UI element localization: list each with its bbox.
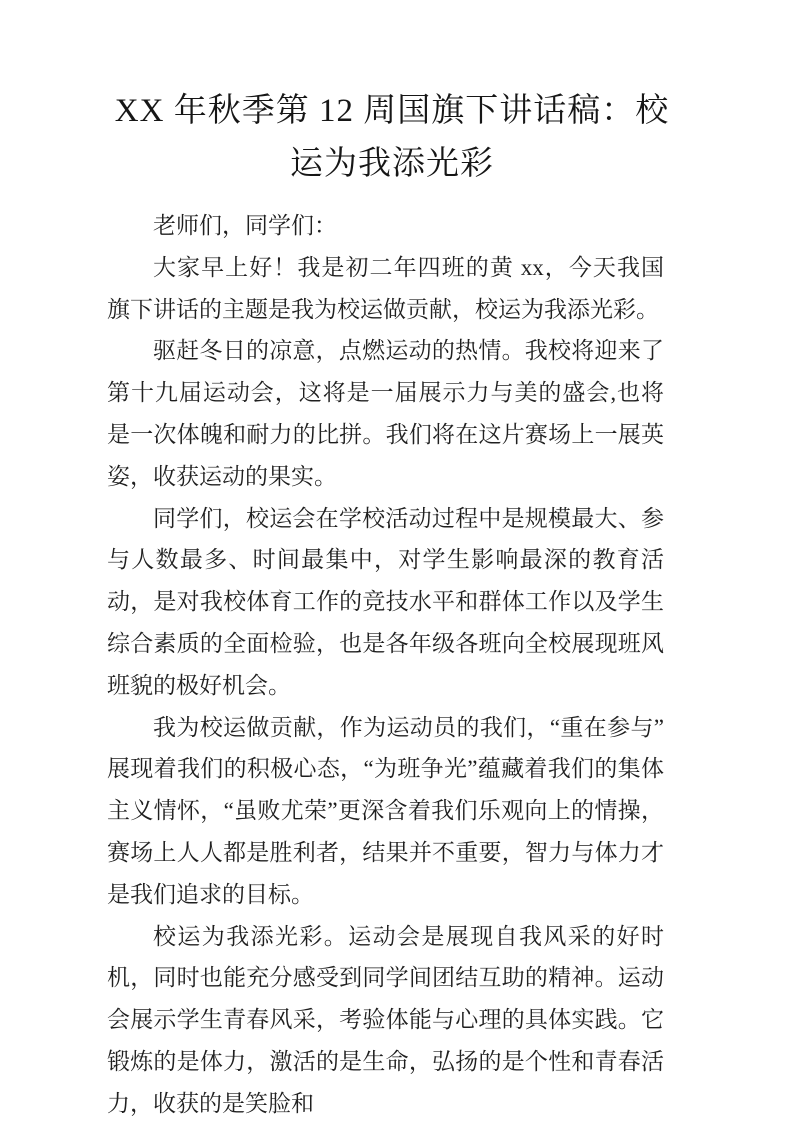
document-title: XX 年秋季第 12 周国旗下讲话稿：校运为我添光彩 [114,93,670,182]
paragraph-sports-meet-significance: 同学们，校运会在学校活动过程中是规模最大、参与人数最多、时间最集中，对学生影响最深的教育活动，是对我校体育工作的竞技水平和群体工作以及学生综合素质的全面检验，也是各年级各班向全校展现班风班貌的极好机会。 [107,505,664,698]
paragraph-contribution: 我为校运做贡献，作为运动员的我们，“重在参与”展现着我们的积极心态，“为班争光”蕴藏着我们的集体主义情怀，“虽败尤荣”更深含着我们乐观向上的情操，赛场上人人都是胜利者，结果并不重要，智力与体力才是我们追求的目标。 [107,714,664,907]
paragraph-salutation: 老师们，同学们： [153,213,337,238]
paragraph-sports-meet-intro: 驱赶冬日的凉意，点燃运动的热情。我校将迎来了第十九届运动会，这将是一届展示力与美的盛会,也将是一次体魄和耐力的比拼。我们将在这片赛场上一展英姿，收获运动的果实。 [107,338,664,489]
document-body [107,205,664,1123]
paragraph-glory: 校运为我添光彩。运动会是展现自我风采的好时机，同时也能充分感受到同学间团结互助的精神。运动会展示学生青春风采，考验体能与心理的具体实践。它锻炼的是体力，激活的是生命，弘扬的是个性和青春活力，收获的是笑脸和 [107,923,664,1116]
paragraph-greeting: 大家早上好！我是初二年四班的黄 xx，今天我国旗下讲话的主题是我为校运做贡献，校运为我添光彩。 [107,254,664,322]
